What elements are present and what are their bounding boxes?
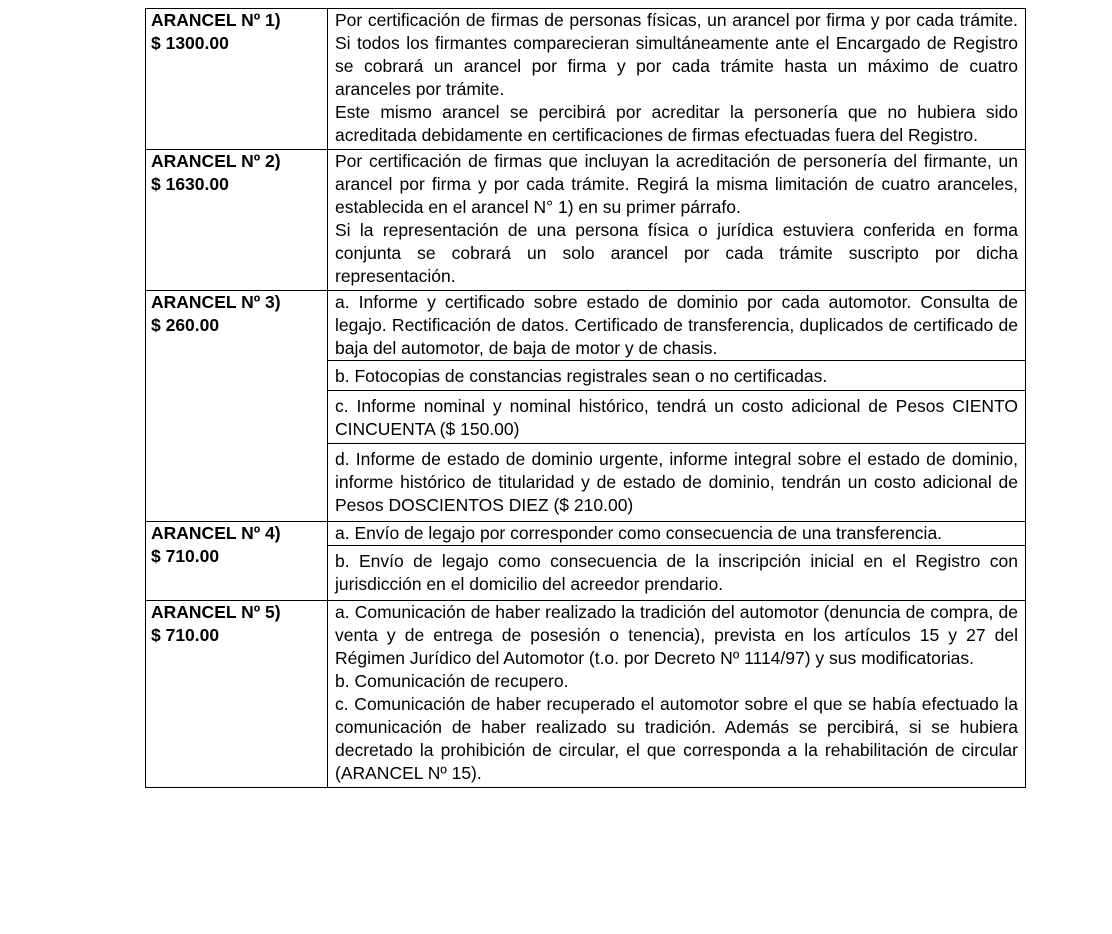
fee-paragraph [335,601,1018,670]
fee-row [146,522,1026,601]
fee-label: ARANCEL Nº 2) [151,151,281,171]
fee-paragraph [335,522,1018,545]
fee-paragraph [328,390,1025,443]
fee-label-cell [146,291,328,522]
fee-paragraph-text: a. Comunicación de haber realizado la tradición del automotor (denuncia de compra, de venta y de entrega de posesión o tenencia), prevista en los artículos 15 y 27 del Régimen Jurídico del Automotor (t.o. por Decreto Nº 1114/97) y sus modificatorias. [335,602,1018,668]
fee-paragraph [335,9,1018,101]
fee-row [146,9,1026,150]
fee-paragraph [335,693,1018,785]
fee-amount: $ 1630.00 [151,174,229,194]
fee-paragraph [335,291,1018,360]
fee-table [145,8,1026,788]
fee-paragraph-text: a. Envío de legajo por corresponder como consecuencia de una transferencia. [335,523,943,543]
fee-description-cell [328,522,1026,601]
fee-paragraph [328,545,1025,598]
fee-row [146,291,1026,522]
fee-paragraph-text: b. Fotocopias de constancias registrales sean o no certificadas. [335,366,828,386]
fee-amount: $ 710.00 [151,625,220,645]
fee-paragraph [335,670,1018,693]
fee-amount: $ 260.00 [151,315,220,335]
fee-description-cell [328,291,1026,522]
fee-amount: $ 1300.00 [151,33,229,53]
fee-paragraph-text: b. Envío de legajo como consecuencia de la inscripción inicial en el Registro con jurisdicción en el domicilio del acreedor prendario. [335,551,1018,594]
fee-paragraph-text: c. Comunicación de haber recuperado el automotor sobre el que se había efectuado la comunicación de haber realizado su tradición. Además se percibirá, si se hubiera decretado la prohibición de circular, el que corresponda a la rehabilitación de circular (ARANCEL Nº 15). [335,694,1018,783]
fee-paragraph-text: Si la representación de una persona física o jurídica estuviera conferida en forma conjunta se cobrará un solo arancel por cada trámite suscripto por dicha representación. [335,220,1018,286]
fee-paragraph-text: Por certificación de firmas de personas físicas, un arancel por firma y por cada trámite. Si todos los firmantes comparecieran simultáneamente ante el Encargado de Registro se cobrará un arancel por firma y por cada trámite hasta un máximo de cuatro aranceles por trámite. [335,10,1018,99]
fee-paragraph-text: Por certificación de firmas que incluyan la acreditación de personería del firmante, un arancel por firma y por cada trámite. Regirá la misma limitación de cuatro aranceles, establecida en el arancel N° 1) en su primer párrafo. [335,151,1018,217]
fee-paragraph-text: b. Comunicación de recupero. [335,671,569,691]
fee-paragraph-text: a. Informe y certificado sobre estado de dominio por cada automotor. Consulta de legajo. Rectificación de datos. Certificado de transferencia, duplicados de certificado de baja del automotor, de baja de motor y de chasis. [335,292,1018,358]
fee-label: ARANCEL Nº 1) [151,10,281,30]
fee-label: ARANCEL Nº 5) [151,602,281,622]
fee-row [146,150,1026,291]
fee-label-cell [146,9,328,150]
fee-description-cell [328,9,1026,150]
fee-description-cell [328,150,1026,291]
fee-paragraph [335,101,1018,147]
fee-paragraph [335,219,1018,288]
fee-paragraph [328,360,1025,390]
fee-table-body [146,9,1026,788]
fee-paragraph [328,443,1025,519]
fee-label-cell [146,150,328,291]
fee-label: ARANCEL Nº 3) [151,292,281,312]
fee-paragraph [335,150,1018,219]
fee-amount: $ 710.00 [151,546,220,566]
fee-description-cell [328,601,1026,788]
fee-label-cell [146,522,328,601]
fee-paragraph-text: Este mismo arancel se percibirá por acreditar la personería que no hubiera sido acreditada debidamente en certificaciones de firmas efectuadas fuera del Registro. [335,102,1018,145]
fee-paragraph-text: c. Informe nominal y nominal histórico, tendrá un costo adicional de Pesos CIENTO CINCUENTA ($ 150.00) [335,396,1018,439]
fee-label: ARANCEL Nº 4) [151,523,281,543]
fee-row [146,601,1026,788]
fee-label-cell [146,601,328,788]
fee-paragraph-text: d. Informe de estado de dominio urgente, informe integral sobre el estado de dominio, informe histórico de titularidad y de estado de dominio, tendrán un costo adicional de Pesos DOSCIENTOS DIEZ ($ 210.00) [335,449,1018,515]
